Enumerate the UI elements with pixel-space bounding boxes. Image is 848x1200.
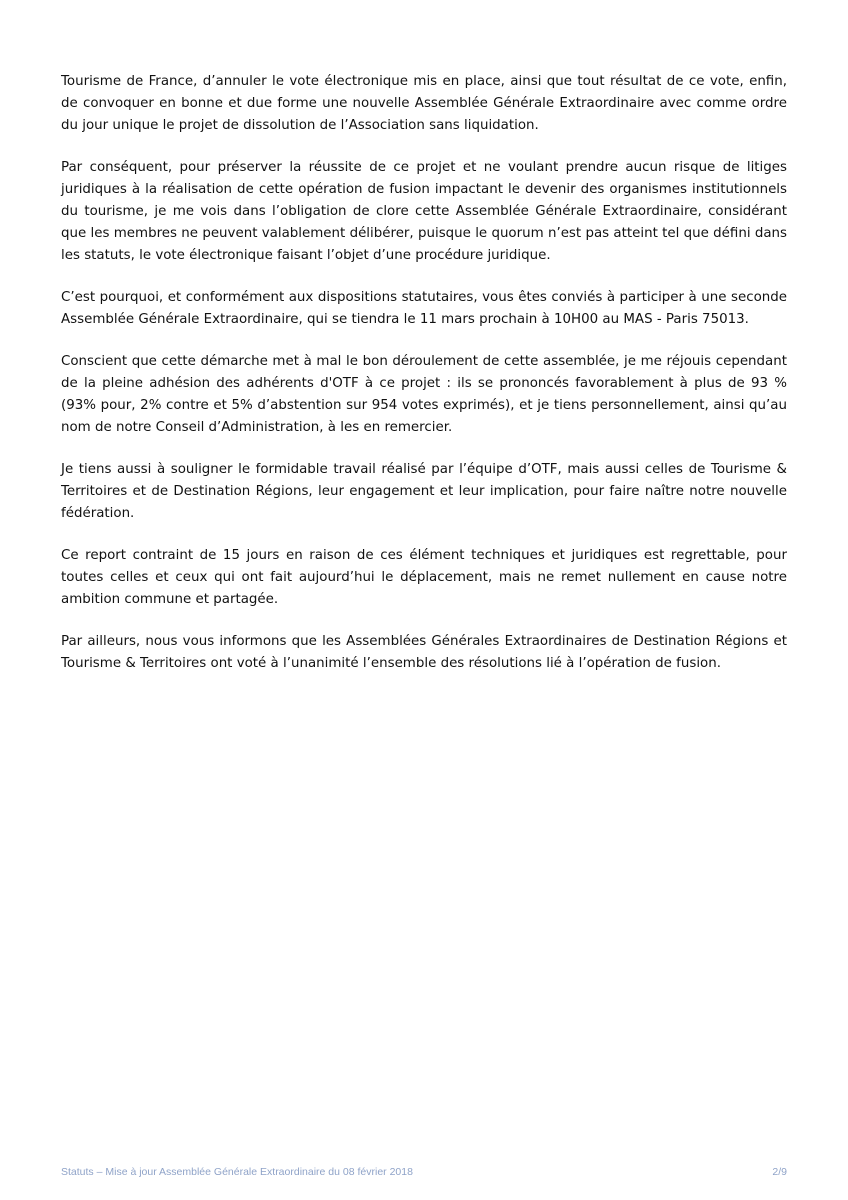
- paragraph-remerciements-equipes: Je tiens aussi à souligner le formidable travail réalisé par l’équipe d’OTF, mais aussi celles de Tourisme & Territoires et de Destination Régions, leur engagement et leur implication, pour faire naître notre nouvelle fédération.: [61, 462, 787, 521]
- paragraph-annulation-vote: Tourisme de France, d’annuler le vote électronique mis en place, ainsi que tout résultat de ce vote, enfin, de convoquer en bonne et due forme une nouvelle Assemblée Générale Extraordinaire avec comme ordre du jour unique le projet de dissolution de l’Association sans liquidation.: [61, 74, 787, 133]
- page-footer: [61, 1166, 787, 1182]
- paragraph-report-15-jours: Ce report contraint de 15 jours en raison de ces élément techniques et juridiques est regrettable, pour toutes celles et ceux qui ont fait aujourd’hui le déplacement, mais ne remet nullement en cause notre ambition commune et partagée.: [61, 548, 787, 607]
- footer-page-number: 2/9: [772, 1166, 787, 1178]
- paragraph-adhesion-otf: Conscient que cette démarche met à mal le bon déroulement de cette assemblée, je me réjouis cependant de la pleine adhésion des adhérents d'OTF à ce projet : ils se prononcés favorablement à plus de 93 % (93% pour, 2% contre et 5% d’abstention sur 954 votes exprimés), et je tiens personnellement, ainsi qu’au nom de notre Conseil d’Administration, à les en remercier.: [61, 354, 787, 435]
- document-body: [61, 71, 787, 695]
- footer-document-title: Statuts – Mise à jour Assemblée Générale Extraordinaire du 08 février 2018: [61, 1166, 413, 1178]
- paragraph-seconde-assemblee: C’est pourquoi, et conformément aux dispositions statutaires, vous êtes conviés à participer à une seconde Assemblée Générale Extraordinaire, qui se tiendra le 11 mars prochain à 10H00 au MAS - Paris 75013.: [61, 290, 787, 327]
- paragraph-resolutions-fusion: Par ailleurs, nous vous informons que les Assemblées Générales Extraordinaires de Destination Régions et Tourisme & Territoires ont voté à l’unanimité l’ensemble des résolutions lié à l’opération de fusion.: [61, 634, 787, 671]
- paragraph-cloture-assemblee: Par conséquent, pour préserver la réussite de ce projet et ne voulant prendre aucun risque de litiges juridiques à la réalisation de cette opération de fusion impactant le devenir des organismes institutionnels du tourisme, je me vois dans l’obligation de clore cette Assemblée Générale Extraordinaire, considérant que les membres ne peuvent valablement délibérer, puisque le quorum n’est pas atteint tel que défini dans les statuts, le vote électronique faisant l’objet d’une procédure juridique.: [61, 160, 787, 263]
